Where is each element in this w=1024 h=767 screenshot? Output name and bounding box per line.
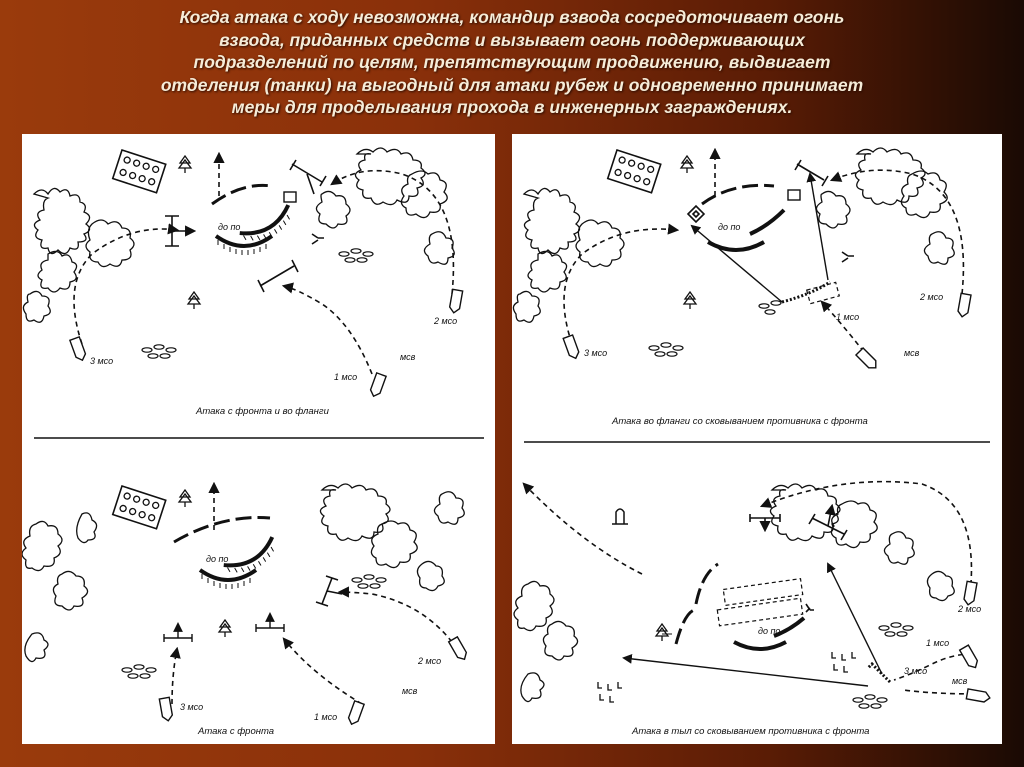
caption-front: Атака с фронта: [198, 726, 275, 737]
squad1-label-4: 1 мсо: [926, 638, 950, 648]
vehicle-label-4: мсв: [952, 676, 968, 686]
diagram-flank-pin-front: [513, 148, 971, 427]
squad2-label-4: 2 мсо: [958, 604, 982, 614]
squad3-label-4: 3 мсо: [904, 666, 928, 676]
squad3-label-3: 3 мсо: [180, 702, 204, 712]
vehicle-label-2: мсв: [904, 348, 920, 358]
panel-left: [22, 134, 495, 744]
target-label-4: до по: [758, 626, 781, 636]
squad3-label-1: 3 мсо: [90, 356, 114, 366]
title-line-3: подразделений по целям, препятствующим продвижению, выдвигает: [193, 52, 831, 72]
caption-rear-pin-front: Атака в тыл со сковыванием противника с фронта: [632, 726, 870, 737]
squad2-label-1: 2 мсо: [434, 316, 458, 326]
target-label-2: до по: [718, 222, 741, 232]
squad2-label-2: 2 мсо: [920, 292, 944, 302]
panel-right: [512, 134, 1002, 744]
squad1-label-3: 1 мсо: [314, 712, 338, 722]
squad1-label-2: 1 мсо: [836, 312, 860, 322]
target-label-3: до по: [206, 554, 229, 564]
squad3-label-2: 3 мсо: [584, 348, 608, 358]
title-line-4: отделения (танки) на выгодный для атаки рубеж и одновременно принимает: [160, 74, 864, 95]
squad1-label-1: 1 мсо: [334, 372, 358, 382]
panel-right-svg: [512, 134, 1002, 744]
title-line-2: взвода, приданных средств и вызывает огонь поддерживающих: [219, 29, 805, 50]
diagram-rear-pin-front: [514, 482, 991, 737]
caption-front-and-flank: Атака с фронта и во фланги: [196, 406, 329, 417]
vehicle-label-3: мсв: [402, 686, 418, 696]
diagram-front: [22, 484, 469, 737]
diagram-front-and-flank: [23, 148, 462, 417]
caption-flank-pin-front: Атака во фланги со сковыванием противника с фронта: [612, 416, 868, 427]
squad2-label-3: 2 мсо: [418, 656, 442, 666]
panel-left-svg: [22, 134, 495, 744]
title-line-1: Когда атака с ходу невозможна, командир взвода сосредоточивает огонь: [179, 7, 845, 27]
target-label-1: до по: [218, 222, 241, 232]
title-line-5: меры для проделывания прохода в инженерных заграждениях.: [231, 97, 793, 117]
slide-title: [30, 6, 994, 119]
vehicle-label-1: мсв: [400, 352, 416, 362]
